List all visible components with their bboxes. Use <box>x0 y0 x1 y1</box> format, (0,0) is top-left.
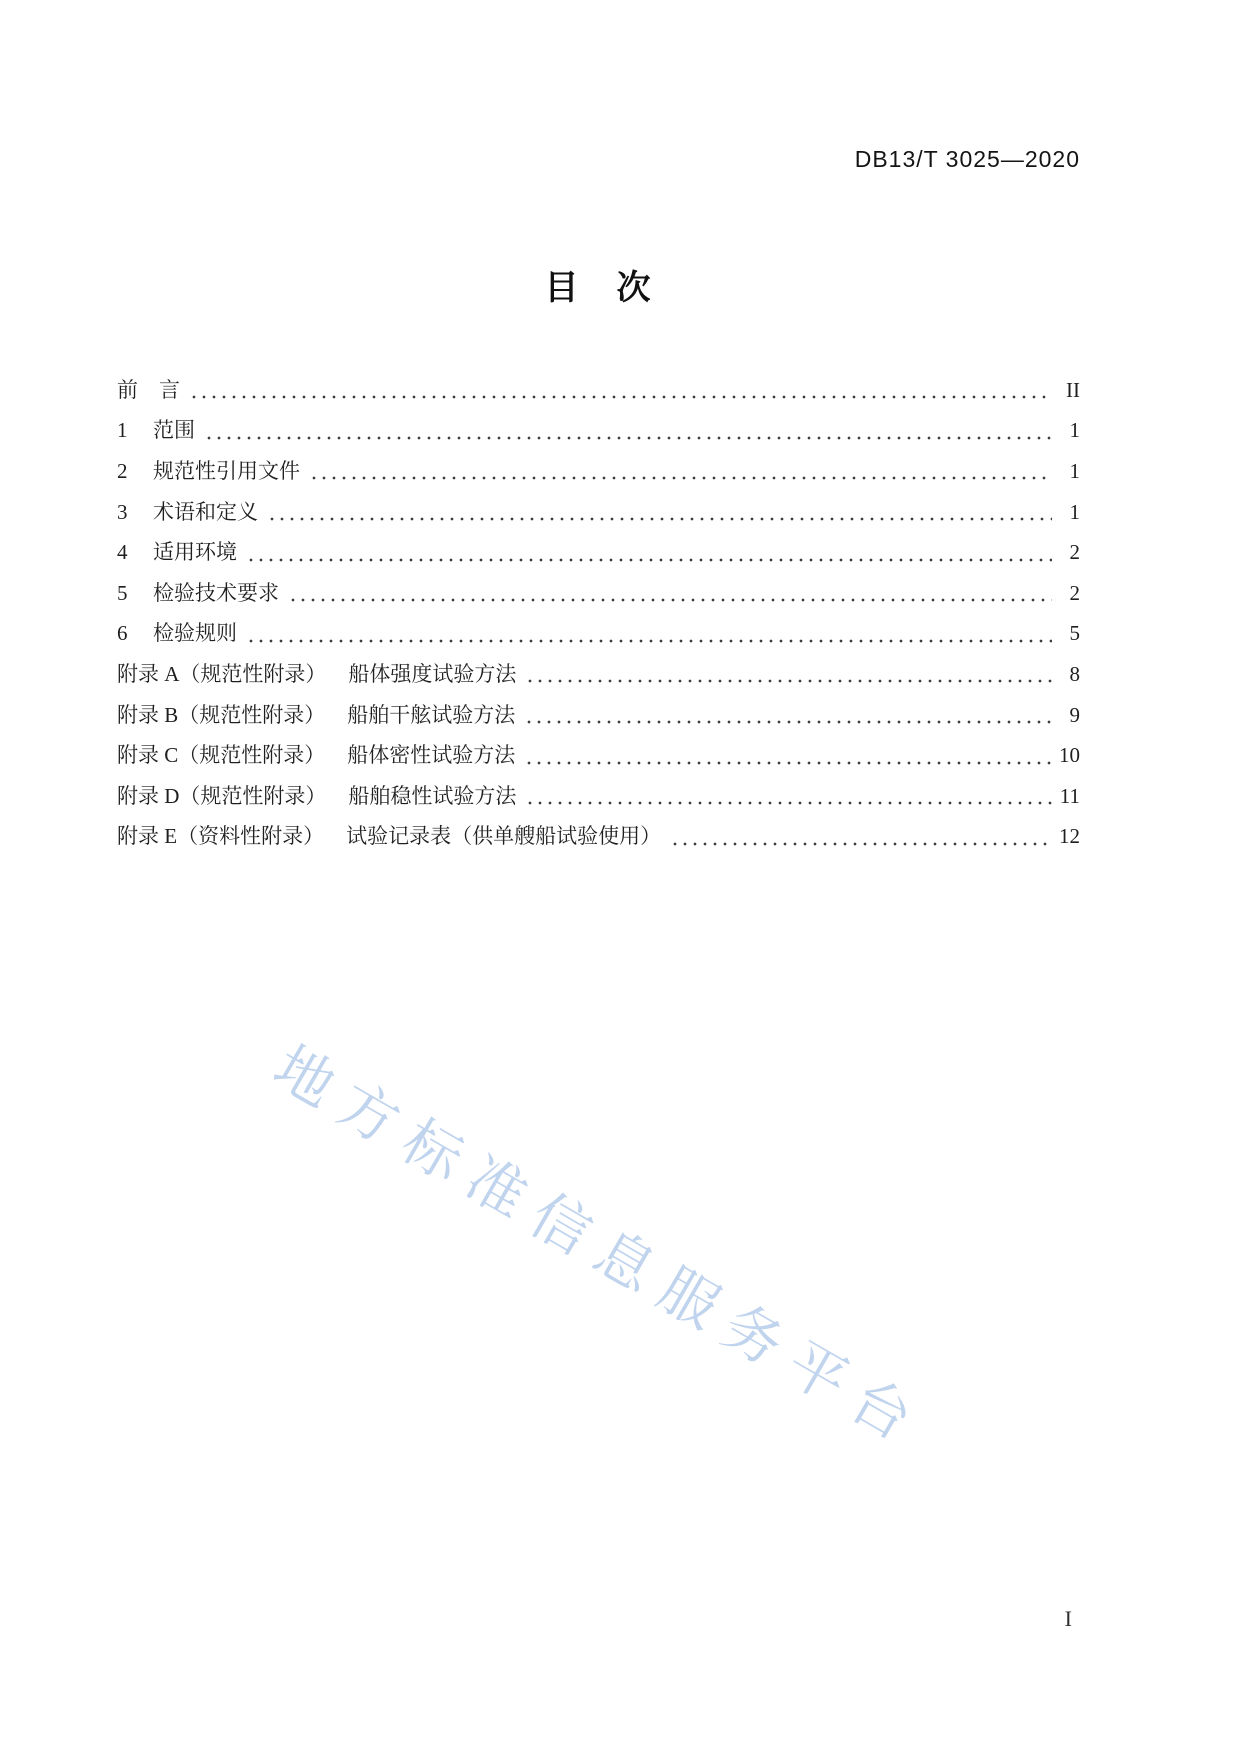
toc-dot-leader <box>524 695 1052 736</box>
toc-entry-number: 1 <box>117 418 128 443</box>
toc-dot-leader <box>189 370 1052 411</box>
toc-list <box>117 370 1080 857</box>
toc-dot-leader <box>267 492 1052 533</box>
toc-entry <box>117 492 1080 533</box>
toc-entry-label: 船体密性试验方法 <box>347 743 516 768</box>
toc-entry <box>117 735 1080 776</box>
toc-entry <box>117 614 1080 655</box>
toc-entry-prefix: 附录 E（资料性附录） <box>117 824 325 849</box>
toc-entry-label: 船体强度试验方法 <box>348 661 517 686</box>
toc-entry <box>117 695 1080 736</box>
toc-entry-page-number: 12 <box>1059 824 1080 849</box>
toc-entry-page-number: 1 <box>1069 418 1080 443</box>
toc-entry-page-number: 1 <box>1069 458 1080 483</box>
page-title: 目 次 <box>544 269 653 307</box>
toc-dot-leader <box>246 614 1052 655</box>
toc-entry-label: 检验规则 <box>153 621 237 646</box>
toc-dot-leader <box>309 451 1052 492</box>
toc-entry <box>117 776 1080 817</box>
toc-entry <box>117 370 1080 411</box>
toc-entry-page-number: II <box>1066 377 1080 402</box>
toc-entry-label: 检验技术要求 <box>153 580 279 605</box>
toc-entry <box>117 817 1080 858</box>
footer-page-number: I <box>1064 1606 1072 1631</box>
toc-dot-leader <box>524 735 1052 776</box>
toc-entry-label: 适用环境 <box>153 540 237 565</box>
toc-entry <box>117 573 1080 614</box>
toc-entry-page-number: 11 <box>1059 783 1080 808</box>
toc-entry-prefix: 附录 D（规范性附录） <box>117 783 327 808</box>
toc-dot-leader <box>246 532 1052 573</box>
toc-entry-label: 船舶稳性试验方法 <box>348 783 517 808</box>
toc-dot-leader <box>204 411 1052 452</box>
toc-entry-prefix: 附录 C（规范性附录） <box>117 743 326 768</box>
toc-entry-page-number: 1 <box>1069 499 1080 524</box>
diagonal-watermark: 地方标准信息服务平台 <box>263 1034 937 1461</box>
toc-entry-page-number: 9 <box>1069 702 1080 727</box>
toc-entry <box>117 654 1080 695</box>
toc-entry-page-number: 8 <box>1069 661 1080 686</box>
toc-entry-number: 2 <box>117 458 128 483</box>
toc-entry-label: 试验记录表（供单艘船试验使用） <box>346 824 662 849</box>
toc-entry-page-number: 2 <box>1069 580 1080 605</box>
toc-entry-prefix: 附录 B（规范性附录） <box>117 702 326 727</box>
toc-entry-label: 术语和定义 <box>153 499 258 524</box>
toc-entry-page-number: 10 <box>1059 743 1080 768</box>
standard-code-header: DB13/T 3025—2020 <box>854 146 1080 172</box>
toc-dot-leader <box>525 654 1052 695</box>
toc-entry <box>117 451 1080 492</box>
toc-entry-page-number: 5 <box>1069 621 1080 646</box>
toc-dot-leader <box>288 573 1052 614</box>
toc-dot-leader <box>670 817 1052 858</box>
toc-entry <box>117 532 1080 573</box>
toc-entry-label: 船舶干舷试验方法 <box>347 702 516 727</box>
toc-dot-leader <box>525 776 1052 817</box>
toc-entry-number: 6 <box>117 621 128 646</box>
toc-entry-prefix: 附录 A（规范性附录） <box>117 661 327 686</box>
toc-entry-label: 范围 <box>153 418 195 443</box>
toc-entry-label: 规范性引用文件 <box>153 458 300 483</box>
toc-entry-number: 5 <box>117 580 128 605</box>
toc-entry-number: 4 <box>117 540 128 565</box>
toc-entry-page-number: 2 <box>1069 540 1080 565</box>
toc-entry-number: 3 <box>117 499 128 524</box>
toc-entry <box>117 411 1080 452</box>
toc-entry-label: 前 言 <box>117 377 180 402</box>
